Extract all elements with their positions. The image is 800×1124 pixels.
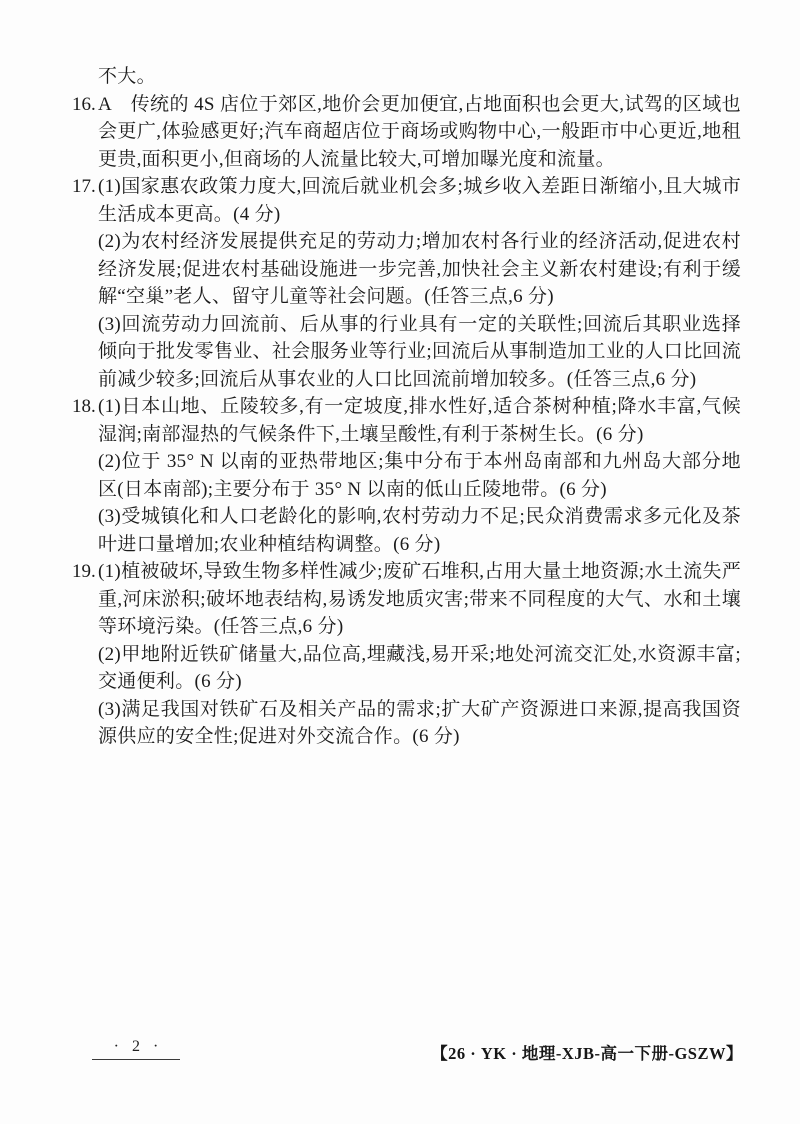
- question-16-answer: A 传统的 4S 店位于郊区,地价会更加便宜,占地面积也会更大,试驾的区域也会更广,体验感更好;汽车商超店位于商场或购物中心,一般距市中心更近,地租更贵,面积更小,但商场的人流量比较大,可增加曝光度和流量。: [98, 93, 741, 170]
- question-18-answer-part-3: (3)受城镇化和人口老龄化的影响,农村劳动力不足;民众消费需求多元化及茶叶进口量增加;农业种植结构调整。(6 分): [98, 506, 741, 555]
- question-18-answer-part-2: (2)位于 35° N 以南的亚热带地区;集中分布于本州岛南部和九州岛大部分地区(日本南部);主要分布于 35° N 以南的低山丘陵地带。(6 分): [98, 451, 741, 500]
- question-17-answer-part-1: (1)国家惠农政策力度大,回流后就业机会多;城乡收入差距日渐缩小,且大城市生活成本更高。(4 分): [98, 176, 741, 225]
- carryover-text: 不大。: [98, 66, 156, 87]
- question-17-number: 17.: [72, 176, 96, 197]
- question-19-number: 19.: [72, 561, 96, 582]
- question-18-answer-part-1: (1)日本山地、丘陵较多,有一定坡度,排水性好,适合茶树种植;降水丰富,气候湿润;南部湿热的气候条件下,土壤呈酸性,有利于茶树生长。(6 分): [98, 396, 741, 445]
- question-19-answer-part-2: (2)甲地附近铁矿储量大,品位高,埋藏浅,易开采;地处河流交汇处,水资源丰富;交通便利。(6 分): [98, 643, 741, 692]
- booklet-code: 【26 · YK · 地理-XJB-高一下册-GSZW】: [431, 1044, 743, 1063]
- page-number: [92, 1038, 180, 1060]
- question-17-answer-part-3: (3)回流劳动力回流前、后从事的行业具有一定的关联性;回流后其职业选择倾向于批发零售业、社会服务业等行业;回流后从事制造加工业的人口比回流前减少较多;回流后从事农业的人口比回流前增加较多。(任答三点,6 分): [98, 313, 741, 390]
- answer-content: [72, 63, 741, 751]
- question-19-answer-part-3: (3)满足我国对铁矿石及相关产品的需求;扩大矿产资源进口来源,提高我国资源供应的安全性;促进对外交流合作。(6 分): [98, 698, 741, 747]
- page-number-text: · 2 ·: [113, 1038, 159, 1055]
- question-19-answer-part-1: (1)植被破坏,导致生物多样性减少;废矿石堆积,占用大量土地资源;水土流失严重,河床淤积;破坏地表结构,易诱发地质灾害;带来不同程度的大气、水和土壤等环境污染。(任答三点,6 分): [98, 561, 741, 637]
- question-17-answer-part-2: (2)为农村经济发展提供充足的劳动力;增加农村各行业的经济活动,促进农村经济发展;促进农村基础设施进一步完善,加快社会主义新农村建设;有利于缓解“空巢”老人、留守儿童等社会问题。(任答三点,6 分): [98, 231, 741, 307]
- question-18-number: 18.: [72, 396, 96, 417]
- question-18: [72, 393, 741, 558]
- question-19: [72, 558, 741, 751]
- question-17: [72, 173, 741, 393]
- question-16: [72, 91, 741, 174]
- question-16-number: 16.: [72, 93, 96, 115]
